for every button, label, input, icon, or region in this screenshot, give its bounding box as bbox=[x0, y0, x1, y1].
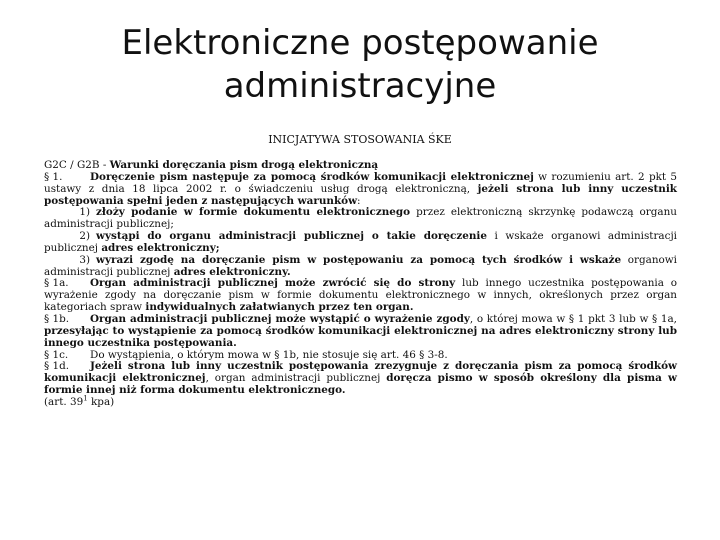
paragraph-1-end: : bbox=[357, 194, 361, 207]
paragraph-1 bbox=[44, 172, 677, 208]
paragraph-1d bbox=[44, 361, 677, 397]
citation-post: kpa) bbox=[87, 395, 115, 408]
item-3-number: 3) bbox=[79, 253, 90, 266]
paragraph-1a-text: lub innego uczestnika postępowania o wyrażenie zgody na doręczanie pism w formie dokumentu elektronicznego w innych, określonych przez organ kategoriach spraw bbox=[44, 277, 678, 314]
item-3-bold: wyrazi zgodę na doręczanie pism w postępowaniu za pomocą tych środków i wskaże bbox=[96, 253, 622, 266]
item-2 bbox=[44, 231, 677, 255]
title-line-2: administracyjne bbox=[223, 66, 497, 106]
paragraph-1-bold-2: jeżeli strona lub inny uczestnik postępowania spełni jeden z następujących warunków bbox=[44, 182, 677, 207]
citation-pre: (art. 39 bbox=[44, 395, 84, 408]
citation-sup: 1 bbox=[83, 394, 88, 403]
heading-prefix: G2C / G2B - bbox=[44, 159, 110, 171]
paragraph-1a bbox=[44, 278, 677, 314]
paragraph-1d-bold: Jeżeli strona lub inny uczestnik postępowania zrezygnuje z doręczania pism za pomocą środków komunikacji elektronicznej bbox=[44, 360, 677, 385]
paragraph-1d-bold-2: doręcza pismo w sposób określony dla pisma w formie innej niż forma dokumentu elektronicznego. bbox=[44, 372, 677, 397]
item-2-bold-2: adres elektroniczny; bbox=[101, 241, 220, 254]
paragraph-1b-bold: Organ administracji publicznej może wystąpić o wyrażenie zgody bbox=[90, 312, 470, 325]
paragraph-1b-bold-2: przesyłając to wystąpienie za pomocą środków komunikacji elektronicznej na adres elektroniczny strony lub innego uczestnika postępowania. bbox=[44, 324, 677, 349]
paragraph-1b-text: , o której mowa w § 1 pkt 3 lub w § 1a, bbox=[469, 312, 677, 325]
paragraph-1b bbox=[44, 314, 677, 350]
slide-title bbox=[0, 22, 720, 108]
item-2-number: 2) bbox=[79, 230, 90, 243]
item-1-bold: złoży podanie w formie dokumentu elektronicznego bbox=[96, 206, 411, 219]
item-2-bold: wystąpi do organu administracji publicznej o takie doręczenie bbox=[96, 230, 487, 243]
heading-bold: Warunki doręczania pism drogą elektroniczną bbox=[109, 159, 379, 171]
paragraph-1d-number: § 1d. bbox=[44, 360, 70, 373]
item-3-text: organowi administracji publicznej bbox=[44, 253, 677, 278]
slide-subtitle: INICJATYWA STOSOWANIA ŚKE bbox=[268, 133, 452, 146]
paragraph-1c-number: § 1c. bbox=[44, 348, 69, 361]
citation bbox=[44, 394, 677, 409]
legal-text bbox=[44, 160, 677, 409]
title-line-1: Elektroniczne postępowanie bbox=[121, 23, 599, 63]
paragraph-1-text: w rozumieniu art. 2 pkt 5 ustawy z dnia 18 lipca 2002 r. o świadczeniu usług drogą elektroniczną, bbox=[44, 170, 677, 195]
paragraph-1-bold: Doręczenie pism następuje za pomocą środków komunikacji elektronicznej bbox=[90, 170, 534, 183]
item-1 bbox=[44, 207, 677, 231]
paragraph-1c-text: Do wystąpienia, o którym mowa w § 1b, nie stosuje się art. 46 § 3-8. bbox=[90, 348, 448, 361]
paragraph-1a-bold: Organ administracji publicznej może zwrócić się do strony bbox=[90, 277, 456, 290]
item-1-number: 1) bbox=[79, 206, 90, 219]
paragraph-1-number: § 1. bbox=[44, 170, 63, 183]
item-1-text: przez elektroniczną skrzynkę podawczą organu administracji publicznej; bbox=[44, 206, 677, 231]
item-2-text: i wskaże organowi administracji publicznej bbox=[44, 230, 677, 254]
paragraph-1b-number: § 1b. bbox=[44, 312, 70, 325]
item-3 bbox=[44, 255, 677, 279]
paragraph-1a-number: § 1a. bbox=[44, 277, 69, 290]
paragraph-1d-text: , organ administracji publicznej bbox=[205, 372, 387, 385]
paragraph-1a-bold-2: indywidualnych załatwianych przez ten organ. bbox=[145, 301, 414, 314]
item-3-bold-2: adres elektroniczny. bbox=[173, 265, 291, 278]
